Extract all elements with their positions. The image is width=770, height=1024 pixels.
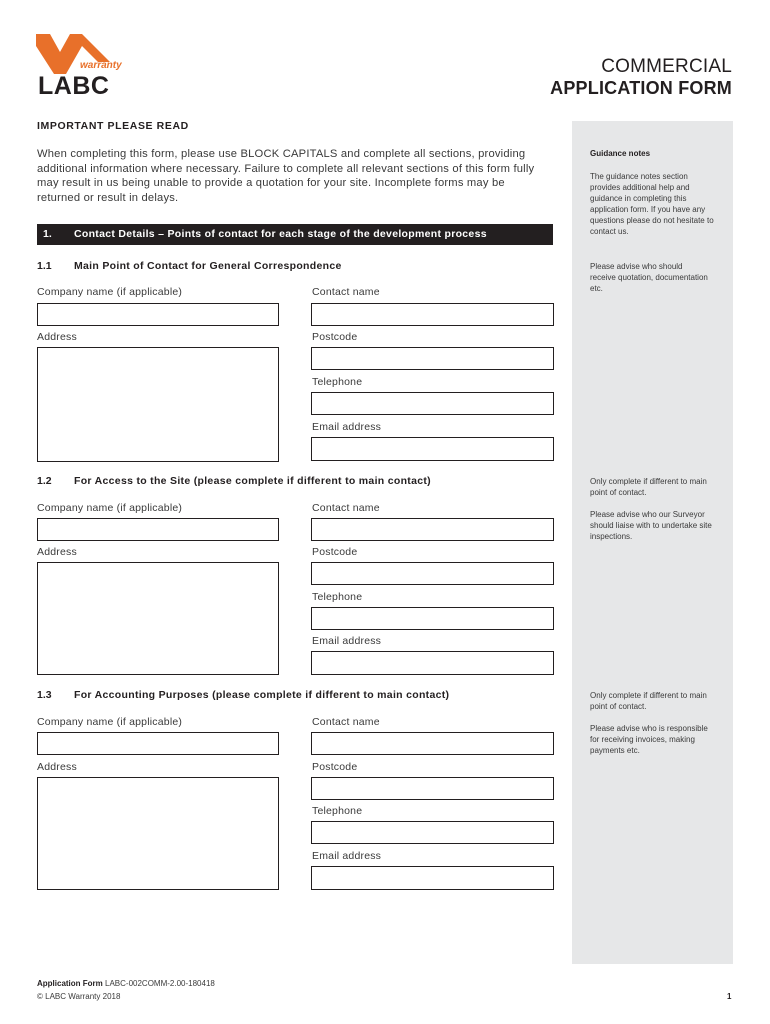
company-name-input[interactable]: [37, 732, 279, 755]
address-input[interactable]: [37, 562, 279, 675]
postcode-input[interactable]: [311, 777, 554, 800]
telephone-input[interactable]: [311, 392, 554, 415]
postcode-label: Postcode: [312, 331, 358, 343]
section-title: Contact Details – Points of contact for each stage of the development process: [74, 228, 487, 240]
contact-name-input[interactable]: [311, 303, 554, 326]
intro-text: When completing this form, please use BLOCK CAPITALS and complete all sections, providing additional information where necessary. Failure to complete all relevant sections of this form fully may result in us being unable to provide a quotation for your site. Incomplete forms may be returned or result in delays.: [37, 148, 535, 204]
subsection-number: 1.3: [37, 689, 52, 701]
postcode-label: Postcode: [312, 761, 358, 773]
footer-form-ref: [37, 979, 215, 988]
company-name-label: Company name (if applicable): [37, 502, 183, 514]
subsection-number: 1.2: [37, 475, 52, 487]
contact-name-label: Contact name: [312, 502, 380, 514]
guidance-note-1-3b: Please advise who is responsible for receiving invoices, making payments etc.: [590, 724, 708, 755]
email-input[interactable]: [311, 437, 554, 461]
guidance-sidebar: [572, 121, 733, 964]
logo-wordmark: LABC: [38, 72, 110, 100]
subsection-title: For Access to the Site (please complete if different to main contact): [74, 475, 431, 487]
telephone-label: Telephone: [312, 805, 363, 817]
telephone-input[interactable]: [311, 821, 554, 844]
address-label: Address: [37, 546, 77, 558]
guidance-intro: The guidance notes section provides additional help and guidance in completing this application form. If you have any questions please do not hesitate to contact us.: [590, 172, 714, 236]
guidance-note-1-1: Please advise who should receive quotation, documentation etc.: [590, 262, 708, 293]
guidance-note-1-2a: Only complete if different to main point of contact.: [590, 477, 707, 497]
footer-form-label: Application Form: [37, 979, 103, 988]
telephone-label: Telephone: [312, 376, 363, 388]
page-title: APPLICATION FORM: [550, 78, 732, 98]
important-heading: IMPORTANT PLEASE READ: [37, 120, 189, 132]
guidance-note-1-2b: Please advise who our Surveyor should liaise with to undertake site inspections.: [590, 510, 712, 541]
contact-name-input[interactable]: [311, 732, 554, 755]
footer-copyright: © LABC Warranty 2018: [37, 992, 121, 1001]
company-name-input[interactable]: [37, 303, 279, 326]
email-label: Email address: [312, 850, 382, 862]
company-name-input[interactable]: [37, 518, 279, 541]
postcode-input[interactable]: [311, 347, 554, 370]
address-input[interactable]: [37, 347, 279, 462]
postcode-label: Postcode: [312, 546, 358, 558]
company-name-label: Company name (if applicable): [37, 716, 183, 728]
telephone-input[interactable]: [311, 607, 554, 630]
section-number: 1.: [43, 228, 52, 240]
telephone-label: Telephone: [312, 591, 363, 603]
guidance-note-1-3a: Only complete if different to main point of contact.: [590, 691, 707, 711]
form-category: COMMERCIAL: [601, 56, 732, 77]
section-header: [37, 224, 553, 245]
email-label: Email address: [312, 421, 382, 433]
contact-name-label: Contact name: [312, 716, 380, 728]
email-input[interactable]: [311, 866, 554, 890]
logo-warranty-text: warranty: [80, 60, 122, 71]
company-name-label: Company name (if applicable): [37, 286, 183, 298]
address-input[interactable]: [37, 777, 279, 890]
subsection-number: 1.1: [37, 260, 52, 272]
address-label: Address: [37, 331, 77, 343]
contact-name-label: Contact name: [312, 286, 380, 298]
subsection-title: For Accounting Purposes (please complete if different to main contact): [74, 689, 450, 701]
email-label: Email address: [312, 635, 382, 647]
postcode-input[interactable]: [311, 562, 554, 585]
page-number: 1: [727, 992, 732, 1001]
address-label: Address: [37, 761, 77, 773]
subsection-title: Main Point of Contact for General Correspondence: [74, 260, 342, 272]
footer-form-code: LABC-002COMM-2.00-180418: [105, 979, 215, 988]
email-input[interactable]: [311, 651, 554, 675]
guidance-title: Guidance notes: [590, 149, 651, 158]
contact-name-input[interactable]: [311, 518, 554, 541]
